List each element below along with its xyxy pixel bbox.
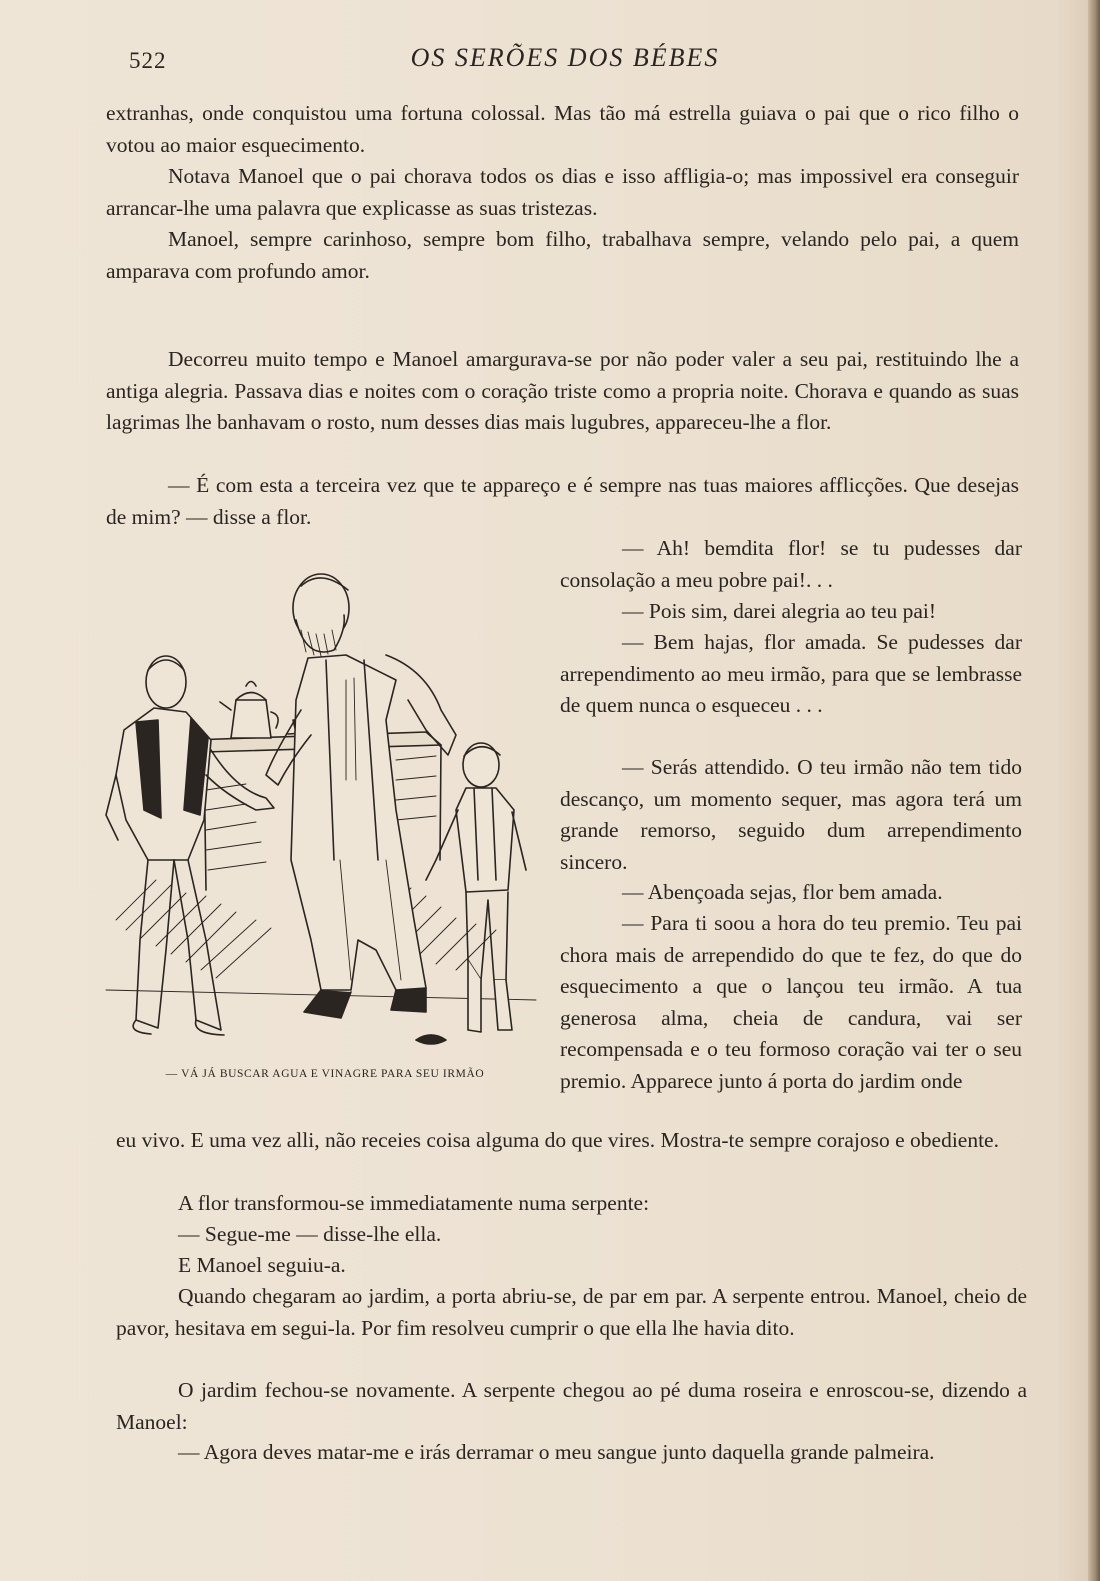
- paragraph: — Segue-me — disse-lhe ella.: [178, 1222, 442, 1246]
- running-title: OS SERÕES DOS BÉBES: [410, 43, 720, 72]
- page-edge: [1088, 0, 1100, 1581]
- paragraph: — Pois sim, darei alegria ao teu pai!: [622, 599, 937, 623]
- paragraph: Decorreu muito tempo e Manoel amargurava-se por não poder valer a seu pai, restituindo lhe a antiga alegria. Passava dias e noites com o coração triste como a propria noite. Chorava e quando as suas lagrimas lhe banhavam o rosto, num desses dias mais lugubres, appareceu-lhe a flor.: [106, 347, 1019, 434]
- paragraph: eu vivo. E uma vez alli, não receies coisa alguma do que vires. Mostra-te sempre corajoso e obediente.: [116, 1128, 999, 1152]
- illustration: [96, 560, 544, 1050]
- paragraph: extranhas, onde conquistou uma fortuna colossal. Mas tão má estrella guiava o pai que o rico filho o votou ao maior esquecimento.: [106, 101, 1019, 157]
- paragraph: Quando chegaram ao jardim, a porta abriu-se, de par em par. A serpente entrou. Manoel, cheio de pavor, hesitava em segui-la. Por fim resolveu cumprir o que ella lhe havia dito.: [116, 1284, 1027, 1340]
- paragraph: — Serás attendido. O teu irmão não tem tido descanço, um momento sequer, mas agora terá um grande remorso, seguido dum arrependimento sincero.: [560, 755, 1022, 874]
- paragraph: E Manoel seguiu-a.: [178, 1253, 346, 1277]
- paragraph: A flor transformou-se immediatamente numa serpente:: [178, 1191, 650, 1215]
- paragraph: Notava Manoel que o pai chorava todos os dias e isso affligia-o; mas impossivel era conseguir arrancar-lhe uma palavra que explicasse as suas tristezas.: [106, 164, 1019, 220]
- paragraph: — Bem hajas, flor amada. Se pudesses dar arrependimento ao meu irmão, para que se lembrasse de quem nunca o esqueceu . . .: [560, 630, 1022, 717]
- paragraph: — Agora deves matar-me e irás derramar o meu sangue junto daquella grande palmeira.: [178, 1440, 935, 1464]
- engraving-image: [96, 560, 544, 1050]
- paragraph: Manoel, sempre carinhoso, sempre bom filho, trabalhava sempre, velando pelo pai, a quem amparava com profundo amor.: [106, 227, 1019, 283]
- illustration-caption: — VÁ JÁ BUSCAR AGUA E VINAGRE PARA SEU IRMÃO: [165, 1068, 485, 1080]
- page-number: 522: [129, 48, 167, 73]
- paragraph: — Ah! bemdita flor! se tu pudesses dar consolação a meu pobre pai!. . .: [560, 536, 1022, 592]
- paragraph: O jardim fechou-se novamente. A serpente chegou ao pé duma roseira e enroscou-se, dizendo a Manoel:: [116, 1378, 1027, 1434]
- paragraph: — É com esta a terceira vez que te appareço e é sempre nas tuas maiores afflicções. Que desejas de mim? — disse a flor.: [106, 473, 1019, 529]
- page-header: [0, 40, 1100, 80]
- paragraph: — Abençoada sejas, flor bem amada.: [622, 880, 943, 904]
- paragraph: — Para ti soou a hora do teu premio. Teu pai chora mais de arrependido do que te fez, do que do esquecimento a que o lançou teu irmão. A tua generosa alma, cheia de candura, vai ser recompensada e o teu formoso coração vai ter o seu premio. Apparece junto á porta do jardim onde: [560, 911, 1022, 1093]
